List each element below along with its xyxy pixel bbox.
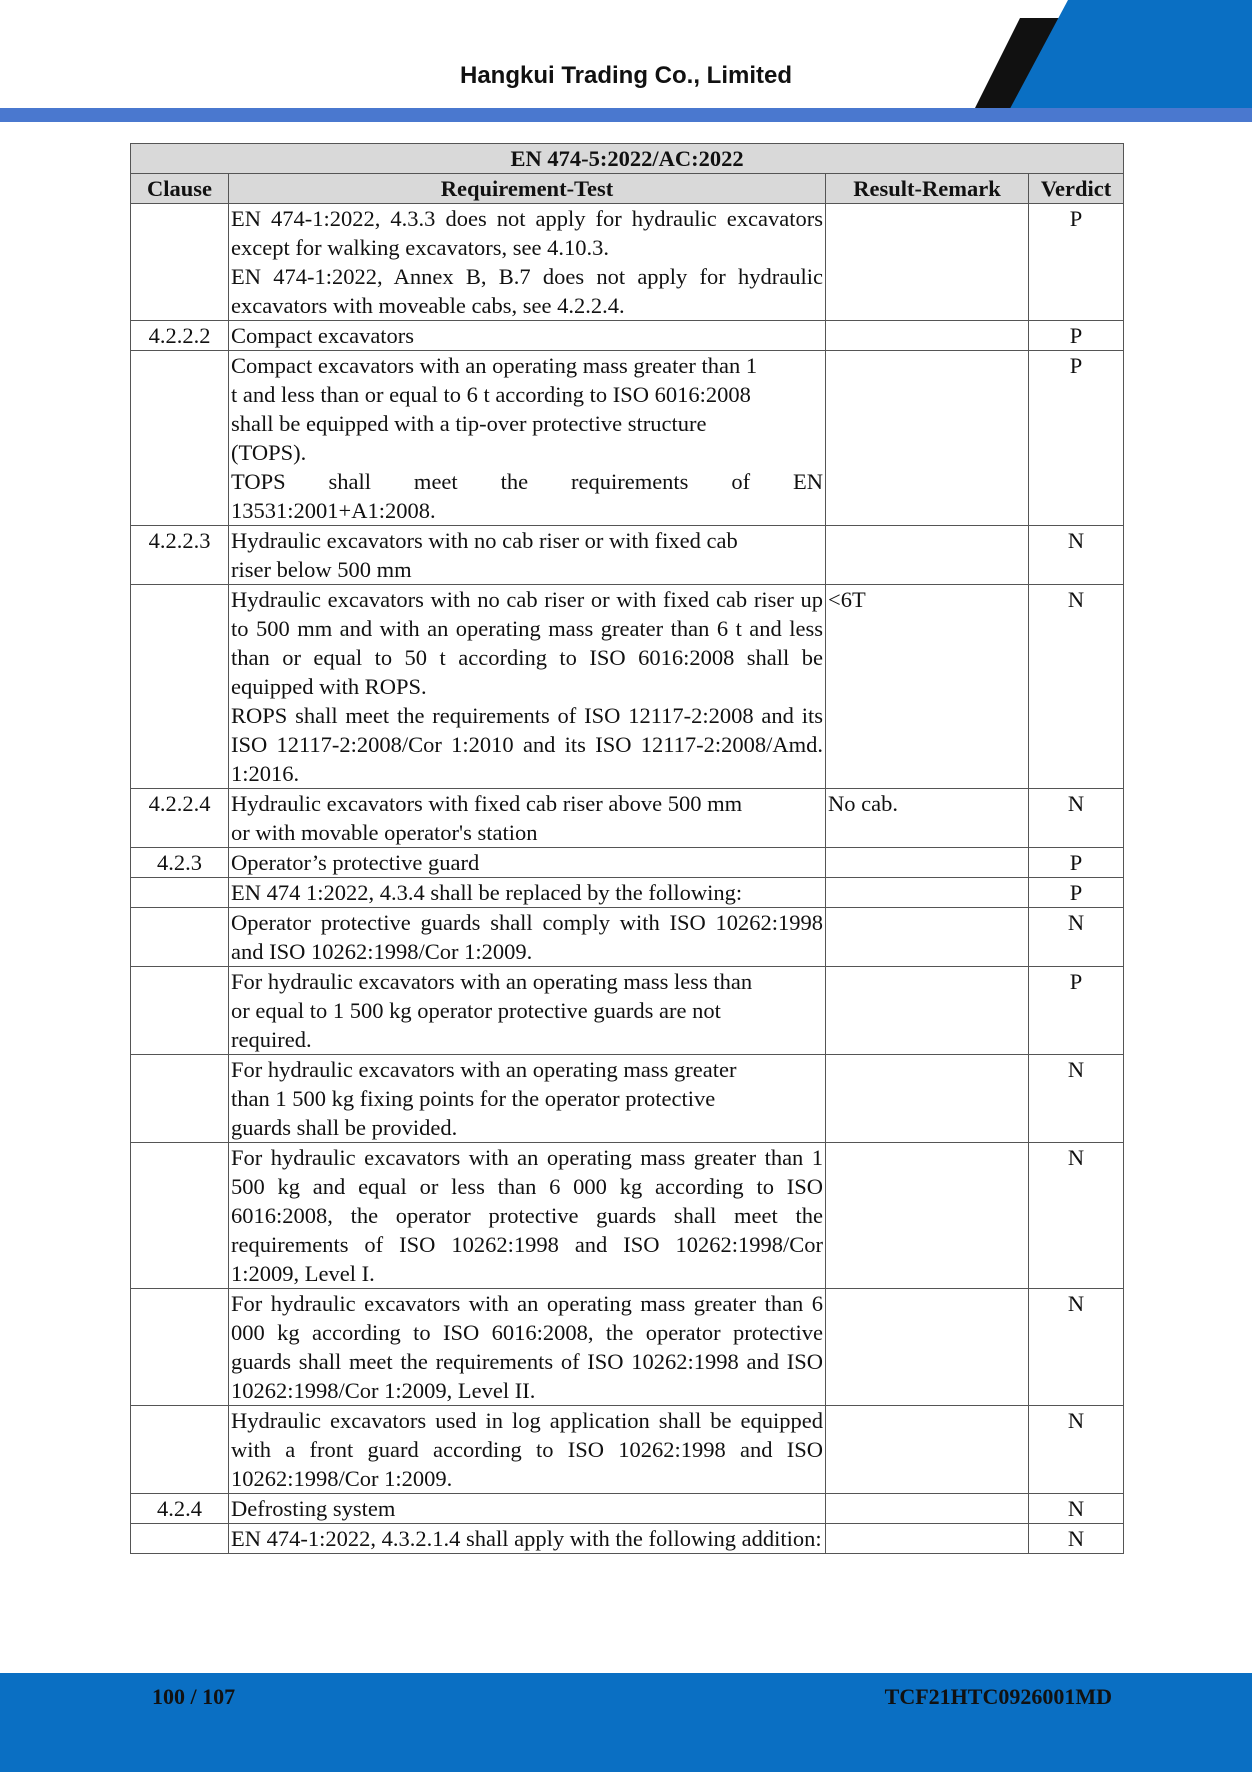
result-remark-cell — [826, 1143, 1029, 1289]
result-remark-cell — [826, 1289, 1029, 1406]
requirement-paragraph: Hydraulic excavators with fixed cab riser above 500 mm or with movable operator's station — [231, 791, 743, 845]
result-remark-cell — [826, 1524, 1029, 1554]
requirement-cell — [229, 1143, 826, 1289]
requirement-cell — [229, 585, 826, 789]
requirement-paragraph: Hydraulic excavators with no cab riser or with fixed cab riser below 500 mm — [231, 528, 738, 582]
report-number: TCF21HTC0926001MD — [884, 1684, 1112, 1709]
table-header-row — [131, 174, 1124, 204]
result-remark-cell — [826, 321, 1029, 351]
requirement-paragraph: For hydraulic excavators with an operating mass greater than 1 500 kg fixing points for the operator protective guards shall be provided. — [231, 1057, 737, 1140]
verdict-cell: P — [1029, 204, 1124, 321]
requirement-paragraph: EN 474-1:2022, Annex B, B.7 does not apply for hydraulic excavators with moveable cabs, see 4.2.2.4. — [231, 264, 823, 318]
table-row — [131, 1289, 1124, 1406]
clause-cell — [131, 1055, 229, 1143]
clause-cell — [131, 967, 229, 1055]
requirement-paragraph: Operator protective guards shall comply with ISO 10262:1998 and ISO 10262:1998/Cor 1:2009. — [231, 910, 823, 964]
verdict-cell: N — [1029, 1524, 1124, 1554]
clause-cell — [131, 878, 229, 908]
table-row — [131, 789, 1124, 848]
clause-cell — [131, 1406, 229, 1494]
verdict-cell: P — [1029, 321, 1124, 351]
requirement-cell — [229, 848, 826, 878]
table-row — [131, 1494, 1124, 1524]
table-row — [131, 1055, 1124, 1143]
requirement-cell — [229, 908, 826, 967]
result-remark-cell — [826, 351, 1029, 526]
requirement-paragraph: ROPS shall meet the requirements of ISO 12117-2:2008 and its ISO 12117-2:2008/Cor 1:2010 and its ISO 12117-2:2008/Amd. 1:2016. — [231, 703, 823, 786]
table-row — [131, 848, 1124, 878]
clause-cell: 4.2.2.4 — [131, 789, 229, 848]
clause-cell — [131, 908, 229, 967]
verdict-cell: N — [1029, 789, 1124, 848]
requirements-table — [130, 143, 1124, 1554]
clause-cell: 4.2.2.2 — [131, 321, 229, 351]
requirement-cell — [229, 1494, 826, 1524]
verdict-cell: N — [1029, 1055, 1124, 1143]
verdict-cell: N — [1029, 908, 1124, 967]
requirement-paragraph: TOPS shall meet the requirements of EN 13531:2001+A1:2008. — [231, 469, 823, 523]
requirement-paragraph: Operator’s protective guard — [231, 850, 480, 875]
requirement-paragraph: For hydraulic excavators with an operating mass less than or equal to 1 500 kg operator protective guards are not required. — [231, 969, 753, 1052]
page-number: 100 / 107 — [152, 1684, 236, 1709]
requirement-paragraph: For hydraulic excavators with an operating mass greater than 1 500 kg and equal or less than 6 000 kg according to ISO 6016:2008, the operator protective guards shall meet the requirements of ISO 10262:1998 and ISO 10262:1998/Cor 1:2009, Level I. — [231, 1145, 823, 1286]
requirement-cell — [229, 1289, 826, 1406]
clause-cell — [131, 585, 229, 789]
result-remark-cell: No cab. — [826, 789, 1029, 848]
verdict-cell: P — [1029, 967, 1124, 1055]
requirement-paragraph: Compact excavators — [231, 323, 415, 348]
requirement-paragraph: Compact excavators with an operating mass greater than 1 t and less than or equal to 6 t according to ISO 6016:2008 shall be equipped with a tip-over protective structure (TOPS). — [231, 353, 758, 465]
result-remark-cell — [826, 204, 1029, 321]
requirement-cell — [229, 1406, 826, 1494]
table-row — [131, 1406, 1124, 1494]
requirement-paragraph: Defrosting system — [231, 1496, 396, 1521]
clause-cell: 4.2.3 — [131, 848, 229, 878]
table-row — [131, 1143, 1124, 1289]
table-row — [131, 526, 1124, 585]
column-header-verdict: Verdict — [1029, 174, 1124, 204]
table-row — [131, 351, 1124, 526]
clause-cell — [131, 351, 229, 526]
requirement-cell — [229, 878, 826, 908]
result-remark-cell — [826, 1055, 1029, 1143]
requirement-paragraph: EN 474 1:2022, 4.3.4 shall be replaced by the following: — [231, 880, 743, 905]
requirement-cell — [229, 1055, 826, 1143]
result-remark-cell — [826, 1406, 1029, 1494]
table-row — [131, 1524, 1124, 1554]
result-remark-cell — [826, 878, 1029, 908]
requirement-cell — [229, 1524, 826, 1554]
column-header-requirement: Requirement-Test — [229, 174, 826, 204]
table-row — [131, 321, 1124, 351]
column-header-result: Result-Remark — [826, 174, 1029, 204]
result-remark-cell — [826, 526, 1029, 585]
clause-cell — [131, 1143, 229, 1289]
table-row — [131, 967, 1124, 1055]
clause-cell: 4.2.4 — [131, 1494, 229, 1524]
column-header-clause: Clause — [131, 174, 229, 204]
clause-cell — [131, 1524, 229, 1554]
requirement-cell — [229, 351, 826, 526]
verdict-cell: P — [1029, 351, 1124, 526]
table-row — [131, 878, 1124, 908]
table-row — [131, 204, 1124, 321]
result-remark-cell — [826, 1494, 1029, 1524]
result-remark-cell — [826, 848, 1029, 878]
clause-cell: 4.2.2.3 — [131, 526, 229, 585]
result-remark-cell — [826, 967, 1029, 1055]
verdict-cell: N — [1029, 526, 1124, 585]
result-remark-cell — [826, 908, 1029, 967]
requirement-cell — [229, 789, 826, 848]
verdict-cell: N — [1029, 585, 1124, 789]
requirement-paragraph: EN 474-1:2022, 4.3.3 does not apply for hydraulic excavators except for walking excavators, see 4.10.3. — [231, 206, 823, 260]
verdict-cell: P — [1029, 878, 1124, 908]
verdict-cell: N — [1029, 1494, 1124, 1524]
requirement-cell — [229, 321, 826, 351]
verdict-cell: N — [1029, 1143, 1124, 1289]
clause-cell — [131, 1289, 229, 1406]
requirement-paragraph: For hydraulic excavators with an operating mass greater than 6 000 kg according to ISO 6016:2008, the operator protective guards shall meet the requirements of ISO 10262:1998 and ISO 10262:1998/Cor 1:2009, Level II. — [231, 1291, 823, 1403]
requirement-cell — [229, 967, 826, 1055]
table-row — [131, 585, 1124, 789]
table-caption: EN 474-5:2022/AC:2022 — [131, 144, 1124, 174]
company-name: Hangkui Trading Co., Limited — [459, 62, 792, 89]
table-row — [131, 908, 1124, 967]
requirement-paragraph: Hydraulic excavators with no cab riser or with fixed cab riser up to 500 mm and with an operating mass greater than 6 t and less than or equal to 50 t according to ISO 6016:2008 shall be equipped with ROPS. — [231, 587, 823, 699]
requirement-paragraph: EN 474-1:2022, 4.3.2.1.4 shall apply with the following addition: — [231, 1526, 822, 1551]
verdict-cell: N — [1029, 1406, 1124, 1494]
requirement-cell — [229, 526, 826, 585]
verdict-cell: N — [1029, 1289, 1124, 1406]
result-remark-cell: <6T — [826, 585, 1029, 789]
header-bar — [0, 108, 1252, 122]
header-corner-decoration — [0, 0, 1252, 122]
clause-cell — [131, 204, 229, 321]
requirement-cell — [229, 204, 826, 321]
requirement-paragraph: Hydraulic excavators used in log application shall be equipped with a front guard according to ISO 10262:1998 and ISO 10262:1998/Cor 1:2009. — [231, 1408, 823, 1491]
verdict-cell: P — [1029, 848, 1124, 878]
